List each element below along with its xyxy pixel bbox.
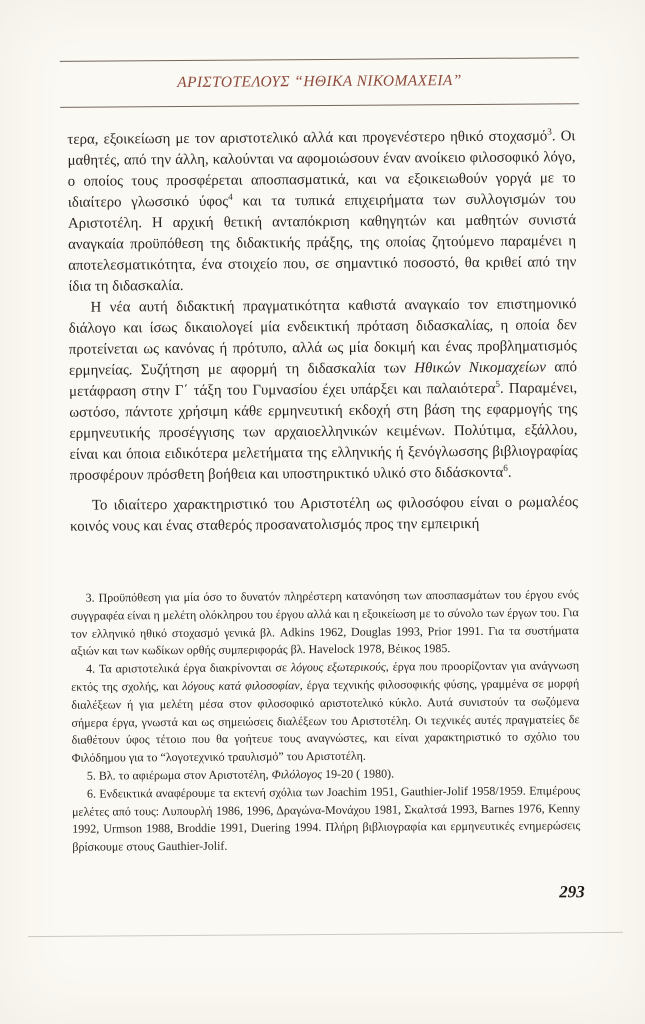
body-paragraph-3: Το ιδιαίτερο χαρακτηριστικό του Αριστοτέλη ως φιλοσόφου είναι ο ρωμαλέος κοινός νους και ένας σταθερός προσανατολισμός προς την εμπειρική (70, 494, 578, 535)
header-rule-top (60, 57, 579, 62)
footnote-6: 6. Ενδεικτικά αναφέρουμε τα εκτενή σχόλια των Joachim 1951, Gauthier-Jolif 1958/1959. Επιμέρους μελέτες από τους: Λυπουρλή 1986, 1996, Δραγώνα-Μονάχου 1981, Σκαλτσά 1993, Barnes 1976, Kenny 1992, Urmson 1988, Broddie 1991, Duering 1994. Πλήρη βιβλιογραφία και ερμηνευτικές ενημερώσεις βρίσκουμε στους Gauthier-Jolif. (72, 782, 581, 854)
scan-artifact-line (28, 932, 623, 937)
body-text (67, 126, 578, 538)
footnote-3: 3. Προϋπόθεση για μία όσο το δυνατόν πληρέστερη κατανόηση των αποσπασμάτων του έργου ενός συγγραφέα είναι η μελέτη ολόκληρου του έργου αλλά και η εξοικείωση με το σύνολο των έργων του. Για τον ελληνικό ηθικό στοχασμό γενικά βλ. Adkins 1962, Douglas 1993, Prior 1991. Για τα συστήματα αξιών και των κωδίκων ορθής συμπεριφοράς βλ. Havelock 1978, Βέικος 1985. (70, 587, 579, 659)
body-paragraph-1: τερα, εξοικείωση με τον αριστοτελικό αλλά και προγενέστερο ηθικό στοχασμό$^3$. Οι μαθητές, από την άλλη, καλούνται να αφομοιώσουν έναν ανοίκειο φιλοσοφικό λόγο, ο οποίος τους προσφέρεται αποσπασματικά, και να εξοικειωθούν γοργά με το ιδιαίτερο γλωσσικό ύφος$^4$ και τα τυπικά επιχειρήματα των συλλογισμών του Αριστοτέλη. Η αρχική θετική ανταπόκριση καθηγητών και μαθητών συνιστά αναγκαία προϋπόθεση της διδακτικής πράξης, της οποίας ζητούμενο παραμένει η αποτελεσματικότητα, ένα στοιχείο που, σε σημαντικό ποσοστό, θα κριθεί από την ίδια τη διδασκαλία. (67, 126, 577, 295)
footnote-4: 4. Τα αριστοτελικά έργα διακρίνονται σε λόγους εξωτερικούς, έργα που προορίζονταν για ανάγνωση εκτός της σχολής, και λόγους κατά φιλοσοφίαν, έργα τεχνικής φιλοσοφικής φύσης, γραμμένα σε μορφή διαλέξεων ή για μελέτη μέσα στον φιλοσοφικό αριστοτελικό κύκλο. Αυτά συνιστούν τα σωζόμενα σήμερα έργα, γνωστά και ως σημειώσεις διαλέξεων του Αριστοτέλη. Οι τεχνικές αυτές πραγματείες δε διαθέτουν ύφος τέτοιο που θα γοήτευε τους αναγνώστες, και είναι χαρακτηριστικό το σχόλιο του Φιλόδημου για το “λογοτεχνικό τραυλισμό” του Αριστοτέλη. (71, 658, 580, 765)
header-rule-bottom (60, 103, 579, 108)
footnotes-section (71, 586, 581, 856)
running-header-title: ΑΡΙΣΤΟΤΕΛΟΥΣ “ΗΘΙΚΑ ΝΙΚΟΜΑΧΕΙΑ” (177, 72, 462, 92)
page-number: 293 (559, 882, 585, 902)
body-paragraph-2: Η νέα αυτή διδακτική πραγματικότητα καθιστά αναγκαίο τον επιστημονικό διάλογο και ίσως δικαιολογεί μία ενδεικτική πρόταση διδασκαλίας, η οποία δεν προτείνεται ως κανόνας ή πρότυπο, αλλά ως μία δοκιμή και ένας προβληματισμός ερμηνείας. Συζήτηση με αφορμή τη διδασκαλία των Ηθικών Νικομαχείων από μετάφραση στην Γ΄ τάξη του Γυμνασίου έχει υπάρξει και παλαιότερα$^5$. Παραμένει, ωστόσο, πάντοτε χρήσιμη κάθε ερμηνευτική εκδοχή στη βάση της εφαρμογής της ερμηνευτικής προσέγγισης των αρχαιοελληνικών κειμένων. Πολύτιμα, εξάλλου, είναι και όποια ειδικότερα μελετήματα της ελληνικής ή ξενόγλωσσης βιβλιογραφίας προσφέρουν πρόσθετη βοήθεια και υποστηρικτικό υλικό στο διδάσκοντα$^6$. (68, 296, 578, 484)
footnote-5: 5. Βλ. το αφιέρωμα στον Αριστοτέλη, Φιλόλογος 19-20 ( 1980). (86, 766, 395, 783)
